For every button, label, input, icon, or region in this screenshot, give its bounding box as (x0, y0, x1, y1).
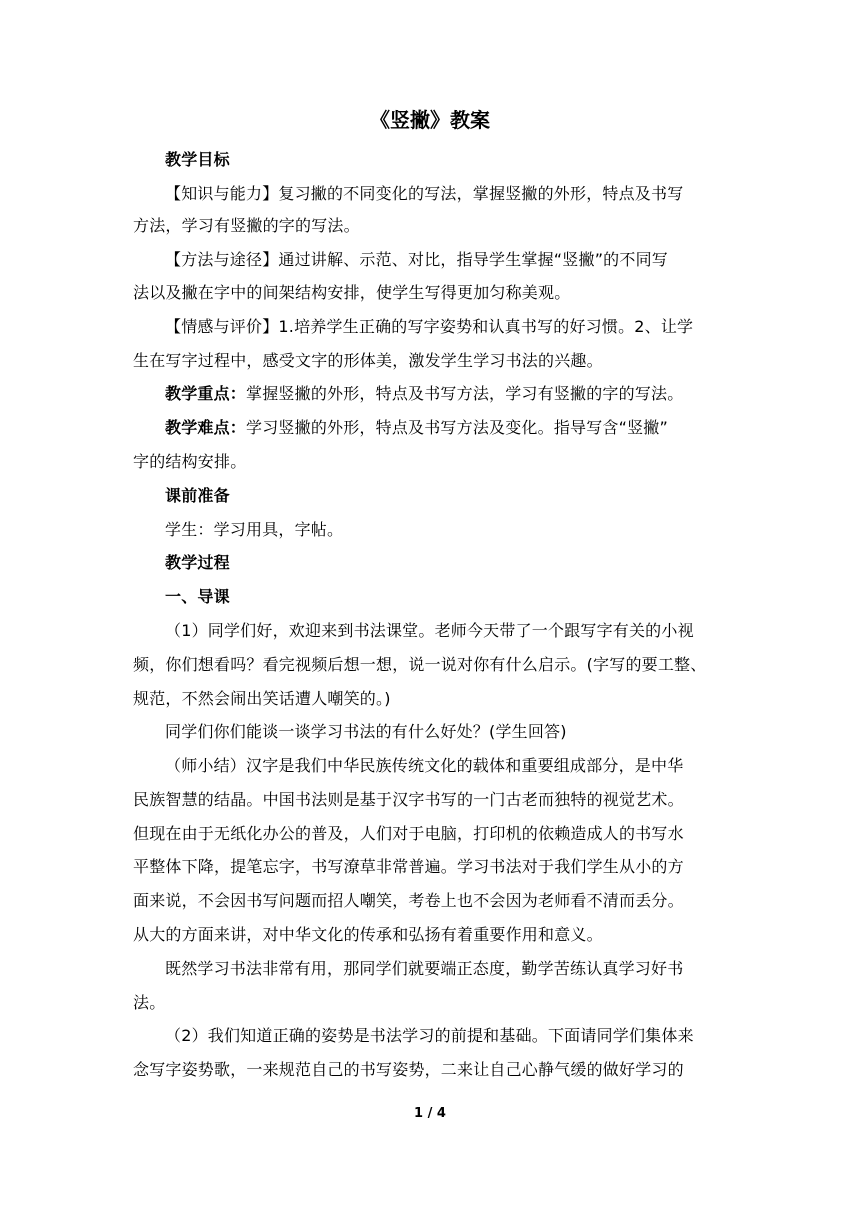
emotion-line-1 (165, 314, 693, 337)
method-label: 【方法与途径】 (165, 250, 279, 269)
key-point-label: 教学重点： (165, 384, 247, 403)
paragraph-4-line-1: 既然学习书法非常有用，那同学们就要端正态度，勤学苦练认真学习好书 (165, 959, 684, 978)
paragraph-2: 同学们你们能谈一谈学习书法的有什么好处？(学生回答) (165, 722, 567, 741)
emotion-line-2: 生在写字过程中，感受文字的形体美，激发学生学习书法的兴趣。 (133, 351, 603, 370)
key-point-text: 掌握竖撇的外形，特点及书写方法，学习有竖撇的字的写法。 (246, 384, 684, 403)
heading-process: 教学过程 (165, 553, 230, 572)
heading-prep: 课前准备 (165, 486, 230, 505)
difficulty-line-1 (165, 415, 668, 438)
knowledge-line-2: 方法，学习有竖撇的字的写法。 (133, 216, 360, 235)
difficulty-label: 教学难点： (165, 418, 247, 437)
paragraph-3-line-1: （师小结）汉字是我们中华民族传统文化的载体和重要组成部分，是中华 (165, 756, 684, 775)
method-line-2: 法以及撇在字中的间架结构安排，使学生写得更加匀称美观。 (133, 283, 571, 302)
method-text: 通过讲解、示范、对比，指导学生掌握“竖撇”的不同写 (278, 250, 668, 269)
method-line-1 (165, 247, 668, 270)
knowledge-label: 【知识与能力】 (165, 184, 279, 203)
paragraph-3-line-2: 民族智慧的结晶。中国书法则是基于汉字书写的一门古老而独特的视觉艺术。 (133, 790, 684, 809)
paragraph-1-line-2: 频，你们想看吗？看完视频后想一想，说一说对你有什么启示。(字写的要工整、 (133, 655, 707, 674)
heading-intro: 一、导课 (165, 587, 230, 606)
paragraph-5-line-2: 念写字姿势歌，一来规范自己的书写姿势，二来让自己心静气缓的做好学习的 (133, 1060, 684, 1079)
difficulty-line-2: 字的结构安排。 (133, 452, 247, 471)
key-point-line (165, 381, 683, 404)
paragraph-5-line-1: （2）我们知道正确的姿势是书法学习的前提和基础。下面请同学们集体来 (165, 1026, 694, 1045)
paragraph-3-line-3: 但现在由于无纸化办公的普及，人们对于电脑，打印机的依赖造成人的书写水 (133, 824, 684, 843)
heading-objectives: 教学目标 (165, 150, 230, 169)
paragraph-1-line-3: 规范，不然会闹出笑话遭人嘲笑的。) (133, 689, 391, 708)
paragraph-3-line-4: 平整体下降，提笔忘字，书写潦草非常普遍。学习书法对于我们学生从小的方 (133, 857, 684, 876)
knowledge-line-1 (165, 181, 683, 204)
paragraph-3-line-6: 从大的方面来讲，对中华文化的传承和弘扬有着重要作用和意义。 (133, 925, 603, 944)
paragraph-3-line-5: 面来说，不会因书写问题而招人嘲笑，考卷上也不会因为老师看不清而丢分。 (133, 891, 684, 910)
paragraph-1-line-1: （1）同学们好，欢迎来到书法课堂。老师今天带了一个跟写字有关的小视 (165, 621, 694, 640)
prep-text: 学生：学习用具，字帖。 (165, 520, 344, 539)
emotion-label: 【情感与评价】 (165, 317, 279, 336)
paragraph-4-line-2: 法。 (133, 993, 166, 1012)
emotion-text: 1.培养学生正确的写字姿势和认真书写的好习惯。2、让学 (278, 317, 694, 336)
knowledge-text: 复习撇的不同变化的写法，掌握竖撇的外形，特点及书写 (278, 184, 684, 203)
difficulty-text: 学习竖撇的外形，特点及书写方法及变化。指导写含“竖撇” (246, 418, 668, 437)
page-number: 1 / 4 (414, 1106, 446, 1121)
document-title: 《竖撇》教案 (370, 108, 490, 132)
